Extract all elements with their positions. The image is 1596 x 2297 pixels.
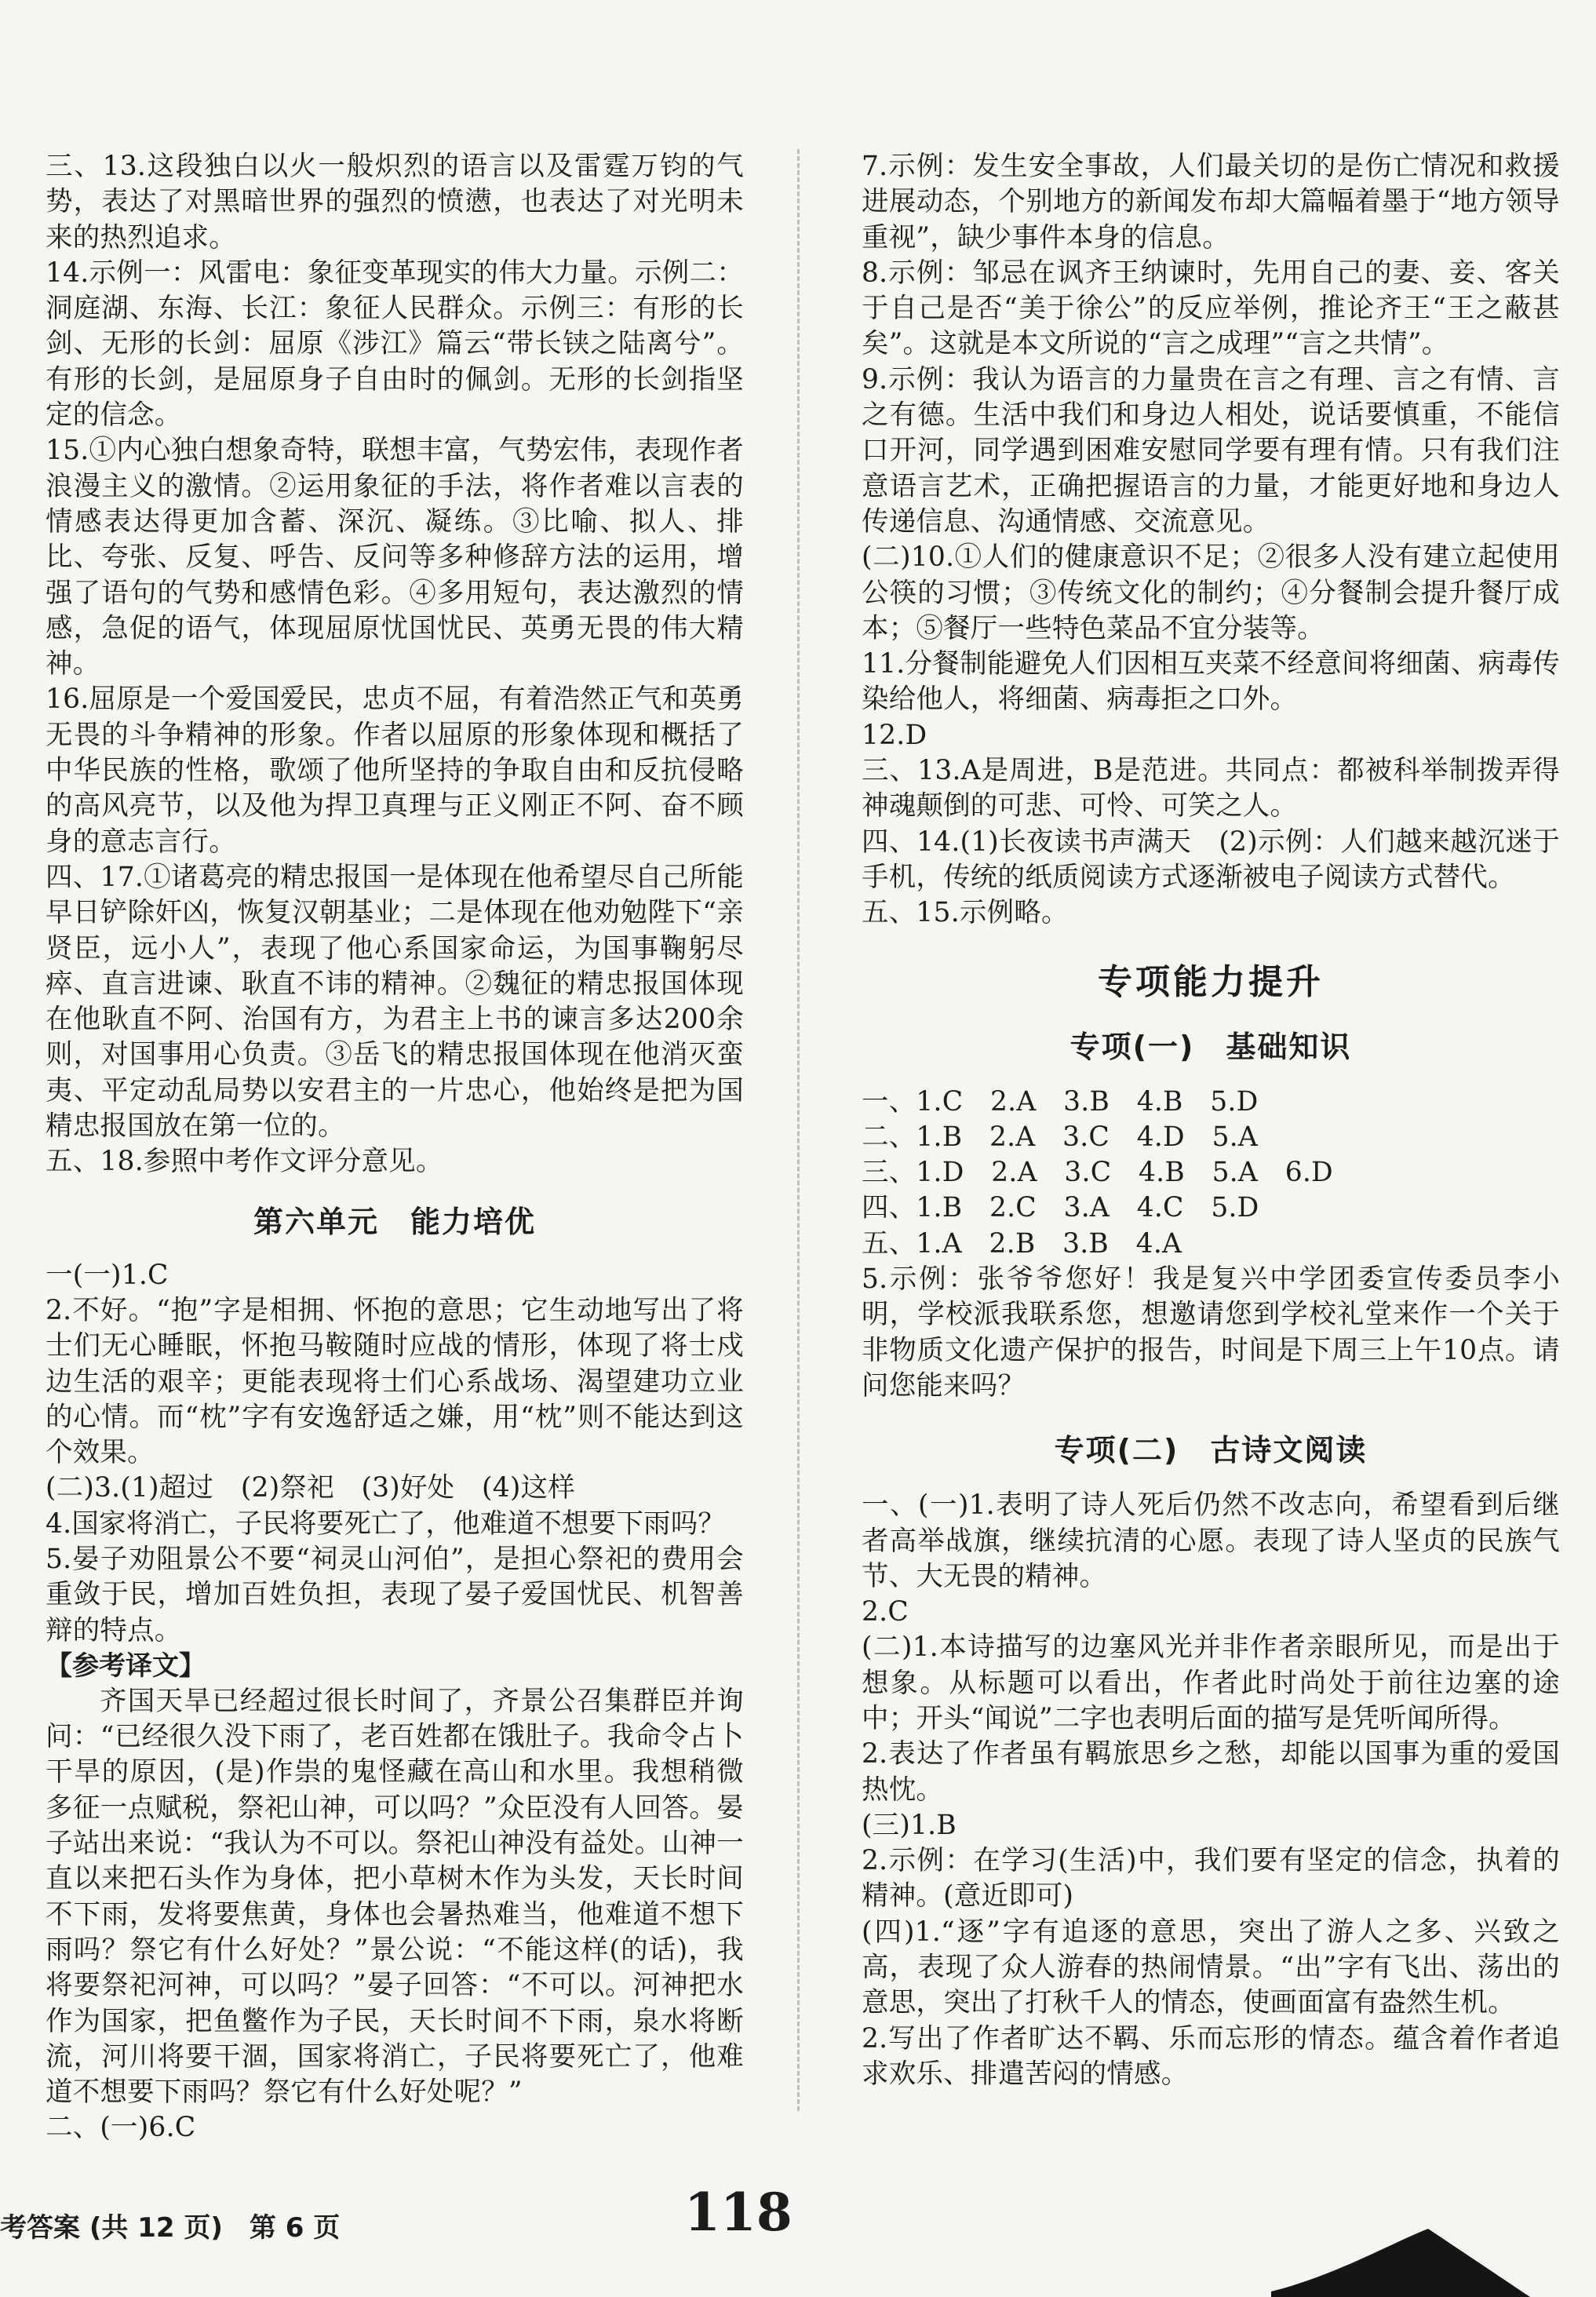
answer-paragraph: (二)1.本诗描写的边塞风光并非作者亲眼所见，而是出于想象。从标题可以看出，作者此时尚处于前往边塞的途中；开头“闻说”二字也表明后面的描写是凭听闻所得。: [862, 1632, 1560, 1734]
answer-paragraph: 一、1.C 2.A 3.B 4.B 5.D: [862, 1085, 1259, 1118]
answer-paragraph: 五、1.A 2.B 3.B 4.A: [862, 1227, 1182, 1260]
answer-paragraph: 五、15.示例略。: [862, 897, 1069, 929]
answer-paragraph: 四、1.B 2.C 3.A 4.C 5.D: [862, 1192, 1259, 1224]
answer-paragraph: 14.示例一：风雷电：象征变革现实的伟大力量。示例二：洞庭湖、东海、长江：象征人民群众。示例三：有形的长剑、无形的长剑：屈原《涉江》篇云“带长铗之陆离兮”。有形的长剑，是屈原身子自由时的佩剑。无形的长剑指坚定的信念。: [46, 257, 744, 432]
translation-paragraph: 齐国天旱已经超过很长时间了，齐景公召集群臣并询问：“已经很久没下雨了，老百姓都在饿肚子。我命令占卜干旱的原因，(是)作祟的鬼怪藏在高山和水里。我想稍微多征一点赋税，祭祀山神，可以吗？”众臣没有人回答。晏子站出来说：“我认为不可以。祭祀山神没有益处。山神一直以来把石头作为身体，把小草树木作为头发，天长时间不下雨，发将要焦黄，身体也会暑热难当，他难道不想下雨吗？祭它有什么好处？”景公说：“不能这样(的话)，我将要祭祀河神，可以吗？”晏子回答：“不可以。河神把水作为国家，把鱼鳖作为子民，天长时间不下雨，泉水将断流，河川将要干涸，国家将消亡，子民将要死亡了，他难道不想要下雨吗？祭它有什么好处呢？”: [46, 1685, 744, 2109]
answer-paragraph: 一、(一)1.表明了诗人死后仍然不改志向，希望看到后继者高举战旗，继续抗清的心愿。表现了诗人坚贞的民族气节、大无畏的精神。: [862, 1489, 1560, 1592]
answer-paragraph: 二、1.B 2.A 3.C 4.D 5.A: [862, 1121, 1259, 1153]
answer-paragraph: 5.示例：张爷爷您好！我是复兴中学团委宣传委员李小明，学校派我联系您，想邀请您到学校礼堂来作一个关于非物质文化遗产保护的报告，时间是下周三上午10点。请问您能来吗？: [862, 1263, 1560, 1402]
subsection-title-2: 专项(二) 古诗文阅读: [1054, 1433, 1368, 1468]
answer-paragraph: 一(一)1.C: [46, 1259, 169, 1291]
answer-paragraph: 16.屈原是一个爱国爱民，忠贞不屈，有着浩然正气和英勇无畏的斗争精神的形象。作者以屈原的形象体现和概括了中华民族的性格，歌颂了他所坚持的争取自由和反抗侵略的高风亮节，以及他为捍卫真理与正义刚正不阿、奋不顾身的意志言行。: [46, 684, 744, 858]
answer-paragraph: 7.示例：发生安全事故，人们最关切的是伤亡情况和救援进展动态，个别地方的新闻发布却大篇幅着墨于“地方领导重视”，缺少事件本身的信息。: [862, 151, 1560, 253]
answer-paragraph: (四)1.“逐”字有追逐的意思，突出了游人之多、兴致之高，表现了众人游春的热闹情景。“出”字有飞出、荡出的意思，突出了打秋千人的情态，使画面富有盎然生机。: [862, 1916, 1560, 2019]
answer-paragraph: 三、1.D 2.A 3.C 4.B 5.A 6.D: [862, 1157, 1333, 1189]
page-curl-shadow: [1271, 2229, 1530, 2297]
answer-paragraph: 三、13.这段独白以火一般炽烈的语言以及雷霆万钧的气势，表达了对黑暗世界的强烈的愤懑，也表达了对光明未来的热烈追求。: [46, 151, 744, 253]
answer-paragraph: 9.示例：我认为语言的力量贵在言之有理、言之有情、言之有德。生活中我们和身边人相处，说话要慎重，不能信口开河，同学遇到困难安慰同学要有理有情。只有我们注意语言艺术，正确把握语言的力量，才能更好地和身边人传递信息、沟通情感、交流意见。: [862, 363, 1560, 538]
subsection-title-1: 专项(一) 基础知识: [1069, 1029, 1352, 1064]
answer-paragraph: (二)3.(1)超过 (2)祭祀 (3)好处 (4)这样: [46, 1472, 575, 1504]
footer-answer-label: 考答案 (共 12 页) 第 6 页: [0, 2212, 341, 2244]
reference-translation-label: 【参考译文】: [46, 1650, 206, 1682]
answer-paragraph: 四、17.①诸葛亮的精忠报国一是体现在他希望尽自己所能早日铲除奸凶，恢复汉朝基业；二是体现在他劝勉陛下“亲贤臣，远小人”，表现了他心系国家命运，为国事鞠躬尽瘁、直言进谏、耿直不讳的精神。②魏征的精忠报国体现在他耿直不阿、治国有方，为君主上书的谏言多达200余则，对国事用心负责。③岳飞的精忠报国体现在他消灭蛮夷、平定动乱局势以安君主的一片忠心，他始终是把为国精忠报国放在第一位的。: [46, 861, 744, 1143]
answer-paragraph: 五、18.参照中考作文评分意见。: [46, 1146, 443, 1178]
answer-paragraph: 2.写出了作者旷达不羁、乐而忘形的情态。蕴含着作者追求欢乐、排遣苦闷的情感。: [862, 2022, 1560, 2090]
answer-paragraph: 5.晏子劝阻景公不要“祠灵山河伯”，是担心祭祀的费用会重敛于民，增加百姓负担，表现了晏子爱国忧民、机智善辩的特点。: [46, 1543, 744, 1646]
answer-paragraph: 2.不好。“抱”字是相拥、怀抱的意思；它生动地写出了将士们无心睡眠，怀抱马鞍随时应战的情形，体现了将士戍边生活的艰辛；更能表现将士们心系战场、渴望建功立业的心情。而“枕”字有安逸舒适之嫌，用“枕”则不能达到这个效果。: [46, 1294, 744, 1469]
answer-paragraph: 二、(一)6.C: [46, 2112, 196, 2144]
answer-paragraph: 2.C: [862, 1596, 909, 1628]
page-number: 118: [684, 2182, 793, 2243]
column-divider: [797, 149, 800, 2111]
left-column: [46, 149, 744, 2146]
answer-paragraph: 12.D: [862, 719, 927, 751]
answer-paragraph: 2.表达了作者虽有羁旅思乡之愁，却能以国事为重的爱国热忱。: [862, 1738, 1560, 1806]
answer-paragraph: (二)10.①人们的健康意识不足；②很多人没有建立起使用公筷的习惯；③传统文化的制约；④分餐制会提升餐厅成本；⑤餐厅一些特色菜品不宜分装等。: [862, 541, 1560, 644]
answer-paragraph: 2.示例：在学习(生活)中，我们要有坚定的信念，执着的精神。(意近即可): [862, 1845, 1560, 1912]
answer-paragraph: 8.示例：邹忌在讽齐王纳谏时，先用自己的妻、妾、客关于自己是否“美于徐公”的反应举例，推论齐王“王之蔽甚矣”。这就是本文所说的“言之成理”“言之共情”。: [862, 257, 1560, 360]
answer-paragraph: 四、14.(1)长夜读书声满天 (2)示例：人们越来越沉迷于手机，传统的纸质阅读方式逐渐被电子阅读方式替代。: [862, 826, 1560, 893]
answer-paragraph: 4.国家将消亡，子民将要死亡了，他难道不想要下雨吗？: [46, 1508, 726, 1540]
answer-paragraph: 11.分餐制能避免人们因相互夹菜不经意间将细菌、病毒传染给他人，将细菌、病毒拒之口外。: [862, 648, 1560, 716]
answer-paragraph: 15.①内心独白想象奇特，联想丰富，气势宏伟，表现作者浪漫主义的激情。②运用象征的手法，将作者难以言表的情感表达得更加含蓄、深沉、凝练。③比喻、拟人、排比、夸张、反复、呼告、反问等多种修辞方法的运用，增强了语句的气势和感情色彩。④多用短句，表达激烈的情感，急促的语气，体现屈原忧国忧民、英勇无畏的伟大精神。: [46, 435, 744, 680]
section-title: 专项能力提升: [1098, 961, 1324, 1002]
unit6-title: 第六单元 能力培优: [253, 1204, 536, 1239]
answer-paragraph: 三、13.A是周进，B是范进。共同点：都被科举制拨弄得神魂颠倒的可悲、可怜、可笑之人。: [862, 755, 1561, 822]
answer-paragraph: (三)1.B: [862, 1809, 957, 1841]
right-column: [862, 149, 1560, 2092]
